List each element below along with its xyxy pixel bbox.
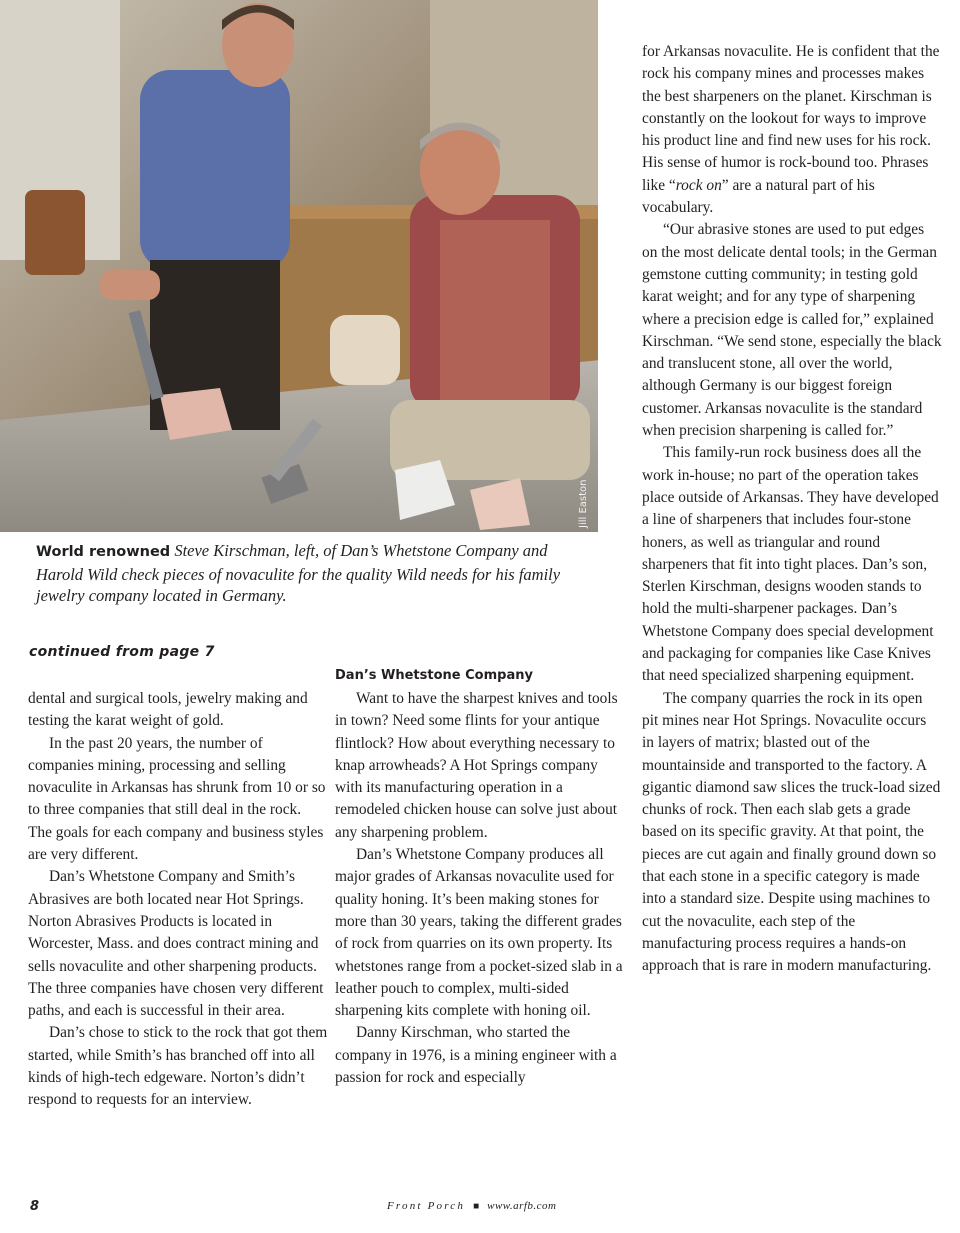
column3-italic-phrase: rock on (675, 176, 722, 194)
caption-text: Steve Kirschman, left, of Dan’s Whetstone Company and Harold Wild check pieces of novaculite for the quality Wild needs for his family jewelry company located in Germany. (36, 541, 561, 605)
photo-caption (36, 540, 591, 607)
column3-paragraph: This family-run rock business does all the work in-house; no part of the operation takes place outside of Arkansas. They have developed a line of sharpeners that includes four-stone honers, as well as triangular and round sharpeners that fit into tight places. Dan’s son, Sterlen Kirschman, designs wooden stands to hold the multi-sharpener packages. Dan’s Whetstone Company does special development and packaging for companies like Case Knives that need specialized sharpening equipment. (642, 444, 939, 685)
column1-paragraph: Dan’s Whetstone Company and Smith’s Abrasives are both located near Hot Springs. Norton Abrasives Products is located in Worcester, Mass. and does contract mining and sells novaculite and other sharpening products. The three companies have chosen very different paths, and each is successful in their area. (28, 868, 324, 1020)
column2-paragraph: Danny Kirschman, who started the company in 1976, is a mining engineer with a passion for rock and especially (335, 1024, 617, 1087)
continued-from-label: continued from page 7 (29, 644, 215, 660)
photo-credit: Jill Easton (578, 479, 589, 528)
footer-separator: ■ (473, 1201, 480, 1212)
column2-paragraph: Want to have the sharpest knives and tools in town? Need some flints for your antique flintlock? How about everything necessary to knap arrowheads? A Hot Springs company with its manufacturing operation in a remodeled chicken house can solve just about any sharpening problem. (335, 690, 618, 841)
page-footer (387, 1200, 556, 1212)
column3-paragraph: The company quarries the rock in its open pit mines near Hot Springs. Novaculite occurs in layers of matrix; blasted out of the mountainside and transported to the factory. A gigantic diamond saw slices the truck-load sized chunks of rock. Then each slab gets a grade based on its specific gravity. At that point, the pieces are cut again and finally ground down so that each stone in a specific category is made into a standard size. Despite using machines to cut the novaculite, each step of the manufacturing process requires a hands-on approach that is rare in modern manufacturing. (642, 689, 941, 975)
section-heading: Dan’s Whetstone Company (335, 668, 533, 683)
article-column-3 (642, 41, 942, 977)
publication-name: Front Porch (387, 1200, 466, 1212)
column1-paragraph: In the past 20 years, the number of companies mining, processing and selling novaculite in Arkansas has shrunk from 10 or so to three companies that still deal in the rock. The goals for each company and business styles are very different. (28, 734, 326, 864)
article-column-1 (28, 688, 328, 1112)
column3-paragraph: “Our abrasive stones are used to put edges on the most delicate dental tools; in the German gemstone cutting community; in testing gold karat weight; and for any type of sharpening where a precision edge is called for,” explained Kirschman. “We send stone, especially the black and translucent stone, all over the world, although Germany is our biggest foreign customer. Arkansas novaculite is the standard when precision sharpening is called for.” (642, 221, 942, 440)
website-url: www.arfb.com (487, 1200, 557, 1212)
column3-text: ” are a natural part of his vocabulary. (642, 176, 875, 217)
column2-paragraph: Dan’s Whetstone Company produces all major grades of Arkansas novaculite used for quality honing. It’s been making stones for more than 30 years, taking the different grades of rock from quarries on its own property. Its whetstones range from a pocket-sized slab in a leather pouch to complex, multi-sided sharpening kits complete with honing oil. (335, 846, 623, 1020)
workshop-photo-illustration (0, 0, 598, 532)
caption-lead: World renowned (36, 544, 171, 560)
column3-text: for Arkansas novaculite. He is confident that the rock his company mines and processes makes the best sharpeners on the planet. Kirschman is constantly on the lookout for ways to improve his product line and find new uses for his rock. His sense of humor is rock-bound too. Phrases like “ (642, 43, 940, 194)
article-photo (0, 0, 598, 532)
column3-paragraph (642, 41, 942, 219)
column1-paragraph: Dan’s chose to stick to the rock that got them started, while Smith’s has branched off into all kinds of high-tech edgeware. Norton’s didn’t respond to requests for an interview. (28, 1024, 328, 1109)
column1-paragraph: dental and surgical tools, jewelry making and testing the karat weight of gold. (28, 690, 308, 730)
page-number: 8 (30, 1199, 40, 1214)
article-column-2 (335, 688, 625, 1089)
